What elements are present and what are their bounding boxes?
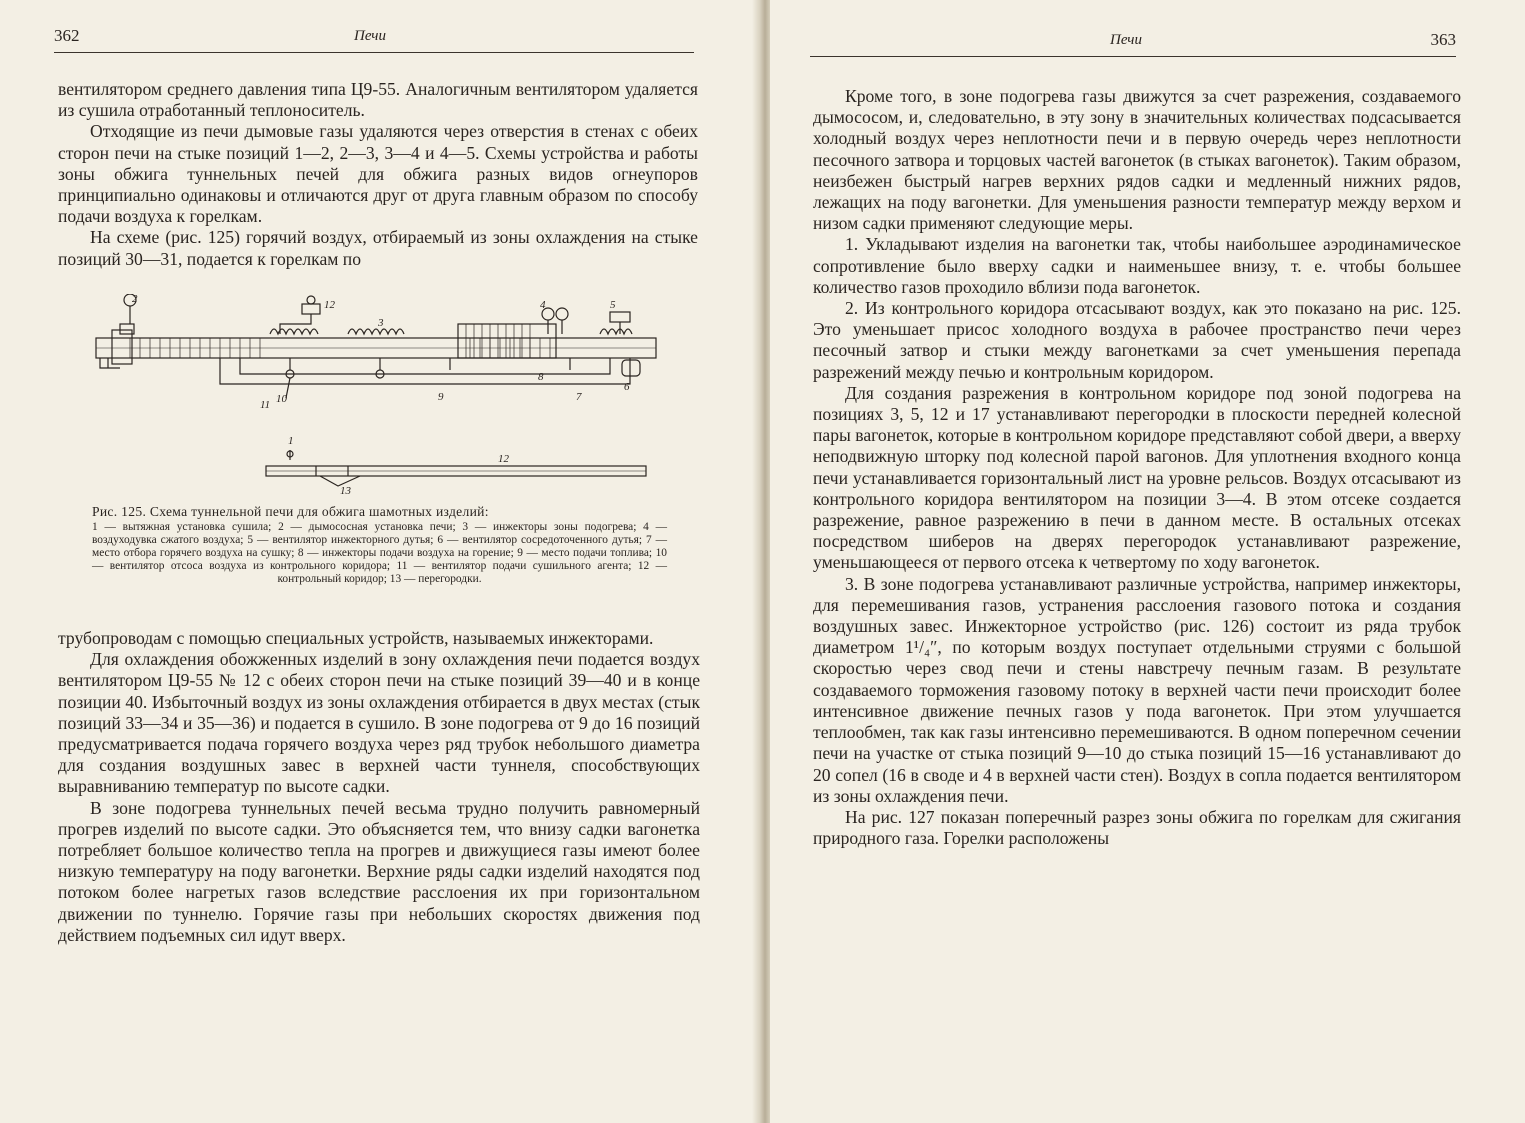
figure-label: 6 (624, 381, 630, 393)
figure-label: 7 (576, 391, 582, 403)
left-top-text (58, 79, 698, 270)
paragraph: На схеме (рис. 125) горячий воздух, отбираемый из зоны охлаждения на стыке позиций 30—31, подается к горелкам по (58, 227, 698, 269)
paragraph: Отходящие из печи дымовые газы удаляются через отверстия в стенах с обеих сторон печи на стыке позиций 1—2, 2—3, 3—4 и 4—5. Схемы устройства и работы зоны обжига туннельных печей для обжига разных видов огнеупоров принципиально одинаковы и отличаются друг от друга главным образом по способу подачи воздуха к горелкам. (58, 121, 698, 227)
figure-label: 8 (538, 371, 544, 383)
right-running-head: Печи (1110, 32, 1142, 48)
figure-label: 12 (324, 299, 335, 311)
right-page-header (810, 30, 1456, 57)
figure-label: 3 (378, 317, 384, 329)
paragraph: Для создания разрежения в контрольном коридоре под зоной подогрева на позициях 3, 5, 12 и 17 устанавливают перегородки в плоскости передней колесной пары вагонеток, которые в контрольном коридоре представляют собой двери, а вверху неподвижную шторку под колесной парой вагонов. Для уплотнения входного конца печи устанавливается горизонтальный лист на уровне рельсов. Воздух отсасывают из контрольного коридора вентилятором на позиции 3—4. В этом отсеке создается разрежение, равное разрежению в печи в данном месте. В остальных отсеках посредством шиберов на дверях перегородок устанавливают разрежение, уменьшающееся от первого отсека к четвертому по ходу вагонеток. (813, 382, 1461, 573)
paragraph: В зоне подогрева туннельных печей весьма трудно получить равномерный прогрев изделий по высоте садки. Это объясняется тем, что внизу садки вагонетка потребляет большое количество тепла на прогрев и движущиеся газы имеют более низкую температуру на поду вагонетки. Верхние ряды садки изделий находятся под потоком более нагретых газов вследствие расслоения их при горизонтальном движении по туннелю. Горячие газы при небольших скоростях движения под действием подъемных сил идут вверх. (58, 797, 700, 945)
figure-label: 12 (498, 453, 509, 465)
figure-label: 10 (276, 393, 287, 405)
paragraph: вентилятором среднего давления типа Ц9-55. Аналогичным вентилятором удаляется из сушила отработанный теплоноситель. (58, 79, 698, 121)
figure-label: 1 (288, 435, 294, 447)
paragraph: 1. Укладывают изделия на вагонетки так, чтобы наибольшее аэродинамическое сопротивление было вверху садки и наименьшее внизу, т. е. чтобы большее количество газов проходило вблизи пода вагонеток. (813, 234, 1461, 297)
right-text (813, 86, 1461, 849)
figure-label: 4 (540, 299, 546, 311)
left-page-number: 362 (54, 26, 80, 45)
paragraph: Для охлаждения обожженных изделий в зону охлаждения печи подается воздух вентилятором Ц9-55 № 12 с обеих сторон печи на стыке позиций 39—40 и в конце позиции 40. Избыточный воздух из зоны охлаждения отбирается в двух местах (стык позиций 33—34 и 35—36) и подается в сушило. В зоне подогрева от 9 до 16 позиций предусматривается подача горячего воздуха через ряд трубок небольшого диаметра для создания воздушных завес в верхней части туннеля, способствующих выравниванию температур по высоте садки. (58, 649, 700, 797)
paragraph: Кроме того, в зоне подогрева газы движутся за счет разрежения, создаваемого дымососом, и, следовательно, в эту зону в значительных количествах подсасывается холодный воздух через неплотности печи и в первую очередь через неплотности песочного затвора и торцовых частей вагонеток (в стыках вагонеток). Таким образом, неизбежен быстрый нагрев верхних рядов садки и медленный нижних рядов, лежащих на поду вагонетки. Для уменьшения разности температур между верхом и низом садки применяют следующие меры. (813, 86, 1461, 234)
left-bottom-text (58, 628, 700, 946)
figure-label: 13 (340, 485, 351, 497)
left-running-head: Печи (354, 28, 386, 44)
caption-title: Рис. 125. Схема туннельной печи для обжига шамотных изделий: (92, 504, 489, 519)
right-page (770, 0, 1525, 1123)
caption-legend: 1 — вытяжная установка сушила; 2 — дымососная установка печи; 3 — инжекторы зоны подогрева; 4 — воздуходувка сжатого воздуха; 5 — вентилятор инжекторного дутья; 6 — вентилятор сосредоточенного дутья; 7 — место отбора горячего воздуха на сушку; 8 — инжекторы подачи воздуха на горение; 9 — место подачи топлива; 10 — вентилятор отсоса воздуха из контрольного коридора; 11 — вентилятор подачи сушильного агента; 12 — контрольный коридор; 13 — перегородки. (92, 520, 667, 585)
figure-125-kiln-diagram (90, 294, 670, 506)
paragraph: 3. В зоне подогрева устанавливают различные устройства, например инжекторы, для перемешивания газов, устранения расслоения газового потока и создания воздушных завес. Инжекторное устройство (рис. 126) состоит из ряда трубок диаметром 1¹/₄″, по которым воздух поступает отдельными струями с большой скоростью через свод печи и стены навстречу печным газам. В результате создаваемого торможения газовому потоку в верхней части печи происходит более интенсивное движение печных газов у пода вагонеток. При этом улучшается теплообмен, так как газы интенсивно перемешиваются. В одном поперечном сечении печи на участке от стыка позиций 9—10 до стыка позиций 15—16 устанавливают до 20 сопел (16 в своде и 4 в верхней части стен). Воздух в сопла подается вентилятором из зоны охлаждения печи. (813, 573, 1461, 806)
figure-label: 11 (260, 399, 271, 411)
paragraph: На рис. 127 показан поперечный разрез зоны обжига по горелкам для сжигания природного газа. Горелки расположены (813, 806, 1461, 849)
figure-label: 5 (610, 299, 616, 311)
left-page-header (54, 26, 694, 53)
right-page-number: 363 (1430, 30, 1456, 49)
figure-label: 9 (438, 391, 444, 403)
paragraph: трубопроводам с помощью специальных устройств, называемых инжекторами. (58, 628, 654, 648)
figure-caption (92, 505, 667, 586)
paragraph: 2. Из контрольного коридора отсасывают воздух, как это показано на рис. 125. Это уменьшает присос холодного воздуха в рабочее пространство печи через песочный затвор и стыки между вагонетками за счет уменьшения перепада разрежений между печью и контрольным коридором. (813, 298, 1461, 382)
left-page (0, 0, 760, 1123)
figure-label: 2 (132, 294, 138, 305)
